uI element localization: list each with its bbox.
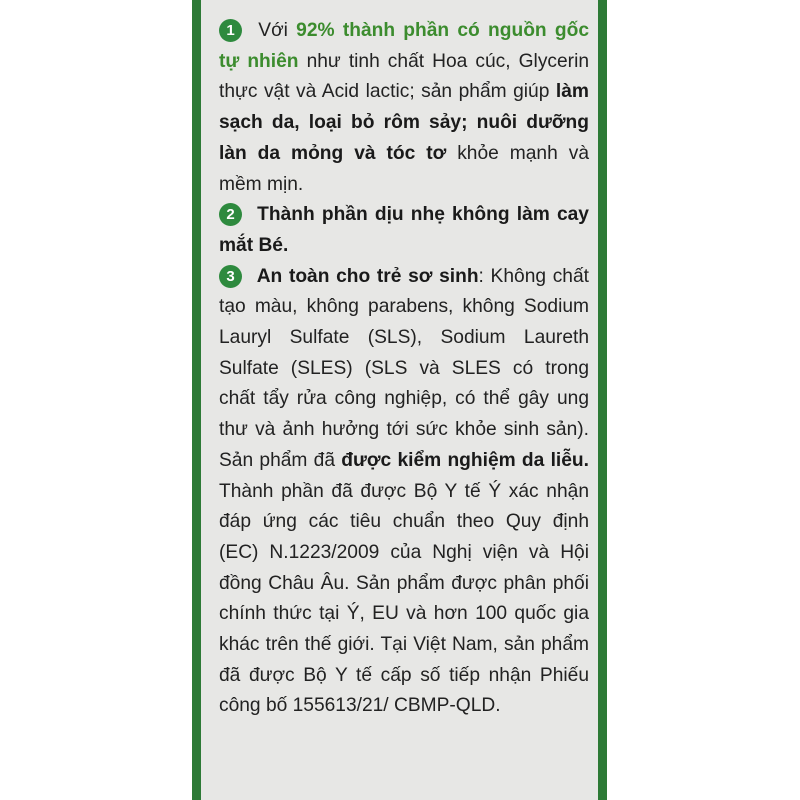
item-1-text-1: Với xyxy=(258,20,297,41)
list-item-1 xyxy=(219,16,589,200)
item-1-highlight-natural: 92% thành phần có nguồn gốc tự nhiên xyxy=(219,20,589,72)
item-3-text-2: Thành phần đã được Bộ Y tế Ý xác nhận đáp ứng các tiêu chuẩn theo Quy định (EC) N.1223/2009 của Nghị viện và Hội đồng Châu Âu. Sản phẩm được phân phối chính thức tại Ý, EU và hơn 100 quốc gia khác trên thế giới. Tại Việt Nam, sản phẩm đã được Bộ Y tế cấp số tiếp nhận Phiếu công bố 155613/21/ CBMP-QLD. xyxy=(219,480,589,717)
item-2-bold-text: Thành phần dịu nhẹ không làm cay mắt Bé. xyxy=(219,204,589,256)
item-1-text-3: khỏe mạnh và mềm mịn. xyxy=(219,142,589,195)
number-badge-3: 3 xyxy=(219,265,242,288)
item-3-bold-heading: An toàn cho trẻ sơ sinh xyxy=(256,265,479,287)
item-1-bold-benefits: làm sạch da, loại bỏ rôm sảy; nuôi dưỡng làn da mỏng và tóc tơ xyxy=(219,81,589,164)
list-item-2 xyxy=(219,200,589,261)
item-3-bold-tested: được kiểm nghiệm da liễu. xyxy=(341,449,589,471)
list-item-3 xyxy=(219,262,589,723)
number-badge-2: 2 xyxy=(219,203,242,226)
item-3-text-1: : Không chất tạo màu, không parabens, không Sodium Lauryl Sulfate (SLS), Sodium Laureth Sulfate (SLES) (SLS và SLES có trong chất tẩy rửa công nghiệp, có thể gây ung thư và ảnh hưởng tới sức khỏe sinh sản). Sản phẩm đã xyxy=(219,265,589,471)
item-1-text-2: như tinh chất Hoa cúc, Glycerin thực vật và Acid lactic; sản phẩm giúp xyxy=(219,50,590,103)
product-description xyxy=(219,16,589,722)
number-badge-1: 1 xyxy=(219,19,242,42)
